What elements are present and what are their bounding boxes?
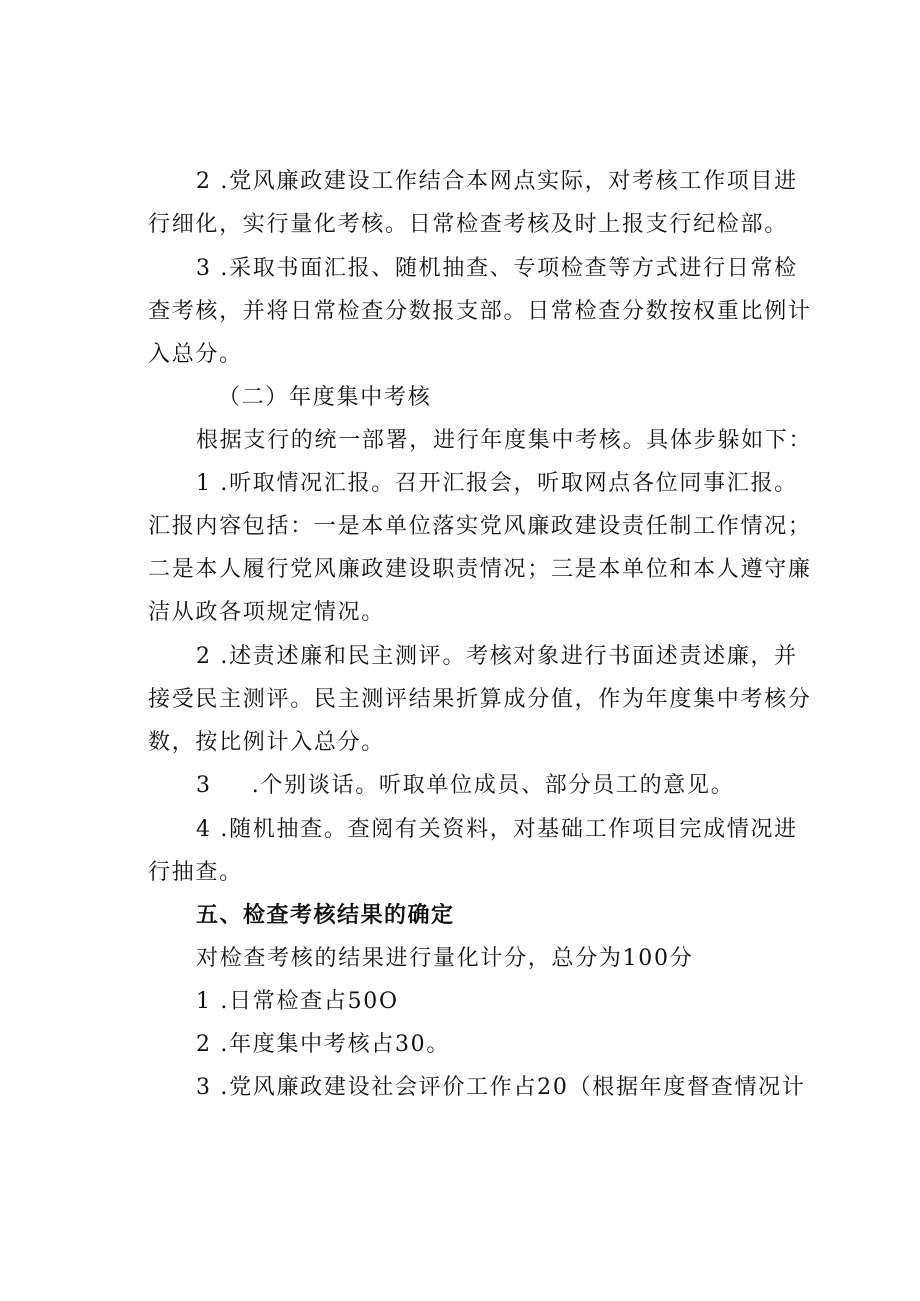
paragraph-line: 接受民主测评。民主测评结果折算成分值，作为年度集中考核分 xyxy=(148,687,812,712)
paragraph-line: 4 .随机抽查。查阅有关资料，对基础工作项目完成情况进 xyxy=(196,817,798,842)
paragraph-line: 1 .听取情况汇报。召开汇报会，听取网点各位同事汇报。 xyxy=(196,471,798,496)
paragraph-line: 洁从政各项规定情况。 xyxy=(148,600,386,625)
list-item: 3 .党风廉政建设社会评价工作占20（根据年度督查情况计 xyxy=(196,1075,806,1100)
section-heading: 五、检查考核结果的确定 xyxy=(196,903,455,928)
paragraph-line: 入总分。 xyxy=(148,342,243,367)
paragraph-line: 查考核，并将日常检查分数报支部。日常检查分数按权重比例计 xyxy=(148,299,812,324)
paragraph-line: 2 .党风廉政建设工作结合本网点实际，对考核工作项目进 xyxy=(196,169,798,194)
paragraph-line: 2 .述责述廉和民主测评。考核对象进行书面述责述廉，并 xyxy=(196,644,798,669)
section-subheading: （二）年度集中考核 xyxy=(218,385,432,410)
list-item: 1 .日常检查占50O xyxy=(196,989,399,1014)
paragraph-line xyxy=(196,771,734,801)
list-item: 2 .年度集中考核占30。 xyxy=(196,1032,451,1057)
item-number: 3 xyxy=(196,773,212,798)
paragraph-line: 汇报内容包括：一是本单位落实党风廉政建设责任制工作情况； xyxy=(148,514,812,539)
paragraph-line: 根据支行的统一部署，进行年度集中考核。具体步躲如下： xyxy=(196,428,813,453)
paragraph-line: 数，按比例计入总分。 xyxy=(148,730,386,755)
paragraph-line: 二是本人履行党风廉政建设职责情况；三是本单位和本人遵守廉 xyxy=(148,557,812,582)
item-text: .个别谈话。听取单位成员、部分员工的意见。 xyxy=(251,773,735,798)
paragraph-line: 行抽查。 xyxy=(148,860,243,885)
paragraph-line: 3 .采取书面汇报、随机抽查、专项检查等方式进行日常检 xyxy=(196,256,798,281)
paragraph-line: 行细化，实行量化考核。日常检查考核及时上报支行纪检部。 xyxy=(148,212,788,237)
paragraph-line: 对检查考核的结果进行量化计分，总分为100分 xyxy=(196,946,694,971)
